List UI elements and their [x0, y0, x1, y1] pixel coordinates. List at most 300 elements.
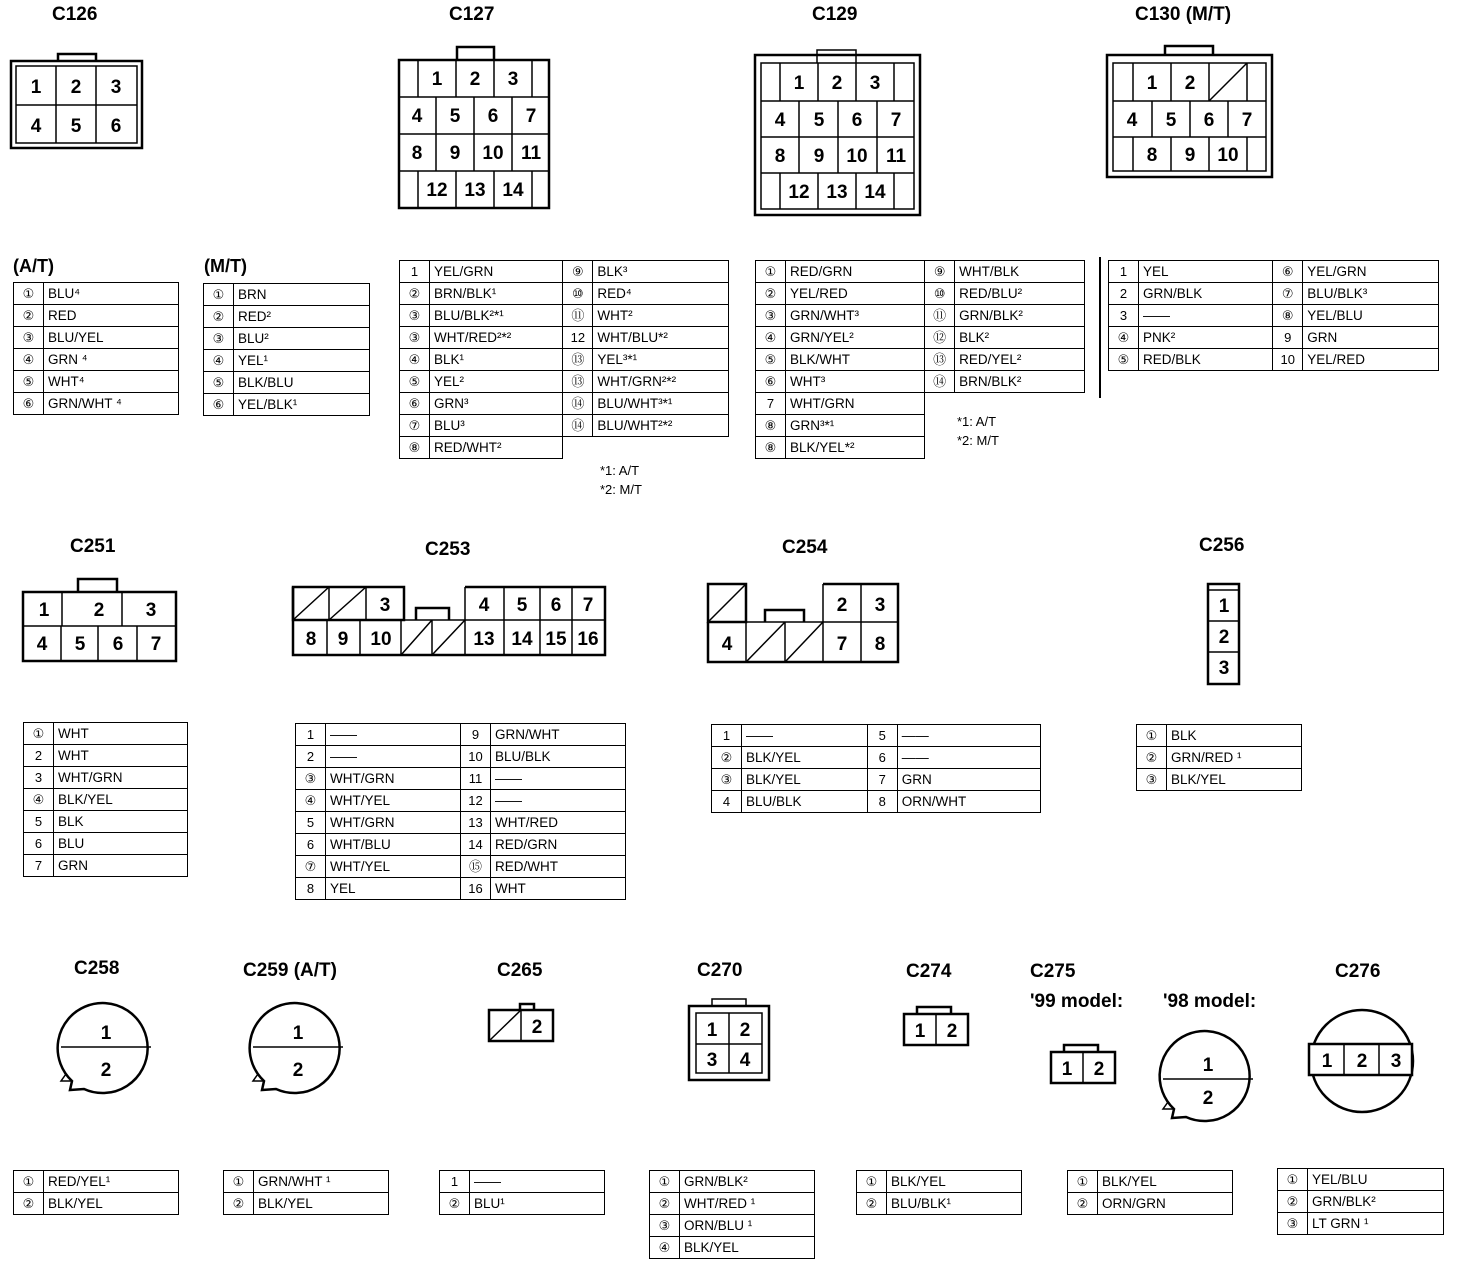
pin-number-cell: 7 [867, 769, 897, 791]
wire-color-cell: RED/BLK [1139, 349, 1273, 371]
wire-color-cell: GRN/BLK² [1308, 1191, 1444, 1213]
c270-table [649, 1170, 815, 1259]
table-row [400, 371, 729, 393]
table-row [1137, 747, 1302, 769]
c127-pin: 7 [525, 106, 537, 127]
c129-pin: 3 [869, 73, 881, 94]
pin-number-cell: ④ [650, 1237, 680, 1259]
table-row [712, 791, 1041, 813]
wire-color-cell [925, 437, 1085, 459]
c256-title: C256 [1199, 535, 1245, 556]
c127-pin: 1 [431, 69, 443, 90]
pin-number-cell: 10 [1273, 349, 1303, 371]
c126-pin: 5 [70, 116, 82, 137]
wire-color-cell: RED [44, 305, 179, 327]
wire-color-cell: BLK/YEL [680, 1237, 815, 1259]
c254-title: C254 [782, 537, 828, 558]
pin-number-cell: 3 [24, 767, 54, 789]
wire-color-cell: WHT/RED ¹ [680, 1193, 815, 1215]
table-row [296, 724, 626, 746]
pin-number-cell: 1 [440, 1171, 470, 1193]
pin-number-cell: 1 [1109, 261, 1139, 283]
c129-pin: 12 [788, 182, 810, 203]
c129-notes: *1: A/T *2: M/T [957, 414, 999, 448]
c130-title: C130 (M/T) [1135, 4, 1232, 25]
wire-color-cell: BLK¹ [430, 349, 563, 371]
pin-number-cell: ⑤ [14, 371, 44, 393]
c130-pin: 1 [1146, 73, 1158, 94]
c126-pin: 3 [110, 77, 122, 98]
c130-pin: 8 [1146, 145, 1158, 166]
c253-pin: 5 [516, 595, 528, 616]
c130-pin: 2 [1184, 73, 1196, 94]
pin-number-cell: ② [1137, 747, 1167, 769]
wire-color-cell: YEL/BLU [1308, 1169, 1444, 1191]
c126-pin: 4 [30, 116, 42, 137]
table-row [296, 812, 626, 834]
wire-color-cell: WHT/GRN [54, 767, 188, 789]
c276-table [1277, 1168, 1444, 1235]
wire-color-cell: WHT² [593, 305, 729, 327]
wire-color-cell: BLK [1167, 725, 1302, 747]
wire-color-cell: BLK [54, 811, 188, 833]
pin-number-cell: ⑬ [563, 349, 593, 371]
pin-number-cell: ⑤ [204, 372, 234, 394]
pin-number-cell: 11 [461, 768, 491, 790]
c270-pin: 2 [739, 1020, 751, 1041]
c130-pin: 9 [1184, 145, 1196, 166]
pin-number-cell: ④ [14, 349, 44, 371]
pin-number-cell: ⑭ [563, 415, 593, 437]
pin-number-cell: ⑥ [14, 393, 44, 415]
c253-pin: 6 [550, 595, 562, 616]
c129-pin: 14 [864, 182, 886, 203]
wire-color-cell: YEL/RED [786, 283, 925, 305]
pin-number-cell: ⑥ [1273, 261, 1303, 283]
c274-table [856, 1170, 1022, 1215]
pin-number-cell: ② [400, 283, 430, 305]
c256-pin: 2 [1218, 627, 1230, 648]
c130-pin: 4 [1126, 110, 1138, 131]
table-row [1068, 1171, 1233, 1193]
pin-number-cell: 5 [24, 811, 54, 833]
wire-color-cell: BLK/YEL [44, 1193, 179, 1215]
table-row [14, 1171, 179, 1193]
pin-number-cell: 6 [296, 834, 326, 856]
wire-color-cell: GRN/RED ¹ [1167, 747, 1302, 769]
pin-number-cell: ⑭ [925, 371, 955, 393]
wire-color-cell: BLK/BLU [234, 372, 370, 394]
table-row [14, 327, 179, 349]
pin-number-cell: 2 [24, 745, 54, 767]
table-row [14, 371, 179, 393]
wire-color-cell [563, 437, 729, 459]
table-row [1109, 261, 1439, 283]
wire-color-cell: GRN [897, 769, 1040, 791]
wire-color-cell: BLK³ [593, 261, 729, 283]
pin-number-cell: ③ [400, 327, 430, 349]
wire-color-cell: BLU/BLK³ [1303, 283, 1439, 305]
wire-color-cell: GRN/WHT [491, 724, 626, 746]
c275-99-label: '99 model: [1030, 991, 1124, 1012]
pin-number-cell: ④ [756, 327, 786, 349]
wire-color-cell: BLU/YEL [44, 327, 179, 349]
c276-pin: 1 [1321, 1051, 1333, 1072]
pin-number-cell: ⑭ [563, 393, 593, 415]
wire-color-cell: GRN³*¹ [786, 415, 925, 437]
c265-table [439, 1170, 605, 1215]
pin-number-cell: 2 [1109, 283, 1139, 305]
pin-number-cell: ⑦ [1273, 283, 1303, 305]
pin-number-cell: ② [1278, 1191, 1308, 1213]
c256-pin: 3 [1218, 658, 1230, 679]
c256-pin: 1 [1218, 596, 1230, 617]
wire-color-cell: RED⁴ [593, 283, 729, 305]
c127-pin: 5 [449, 106, 461, 127]
pin-number-cell: ② [204, 306, 234, 328]
c126-title: C126 [52, 4, 98, 25]
table-row [24, 811, 188, 833]
pin-number-cell: ③ [1278, 1213, 1308, 1235]
wire-color-cell: GRN/WHT ⁴ [44, 393, 179, 415]
pin-number-cell: ③ [204, 328, 234, 350]
c129-pin: 10 [846, 146, 868, 167]
pin-number-cell: ① [14, 283, 44, 305]
c130-pin: 6 [1203, 110, 1215, 131]
pin-number-cell: ⑪ [563, 305, 593, 327]
wire-color-cell: BLU/WHT³*¹ [593, 393, 729, 415]
table-row [650, 1237, 815, 1259]
table-row [24, 723, 188, 745]
table-row [1109, 283, 1439, 305]
c126-at-table [13, 282, 179, 415]
c129-pin: 11 [885, 146, 907, 167]
pin-number-cell: ② [14, 305, 44, 327]
pin-number-cell: 8 [296, 878, 326, 900]
wire-color-cell: WHT/YEL [326, 856, 461, 878]
c254-pin: 2 [836, 595, 848, 616]
pin-number-cell: ⑤ [400, 371, 430, 393]
wire-color-cell [925, 393, 1085, 415]
wire-color-cell: BRN [234, 284, 370, 306]
c270-pin: 4 [739, 1050, 751, 1071]
pin-number-cell: ⑥ [204, 394, 234, 416]
wire-color-cell: ORN/GRN [1098, 1193, 1233, 1215]
c126-mt-table [203, 283, 370, 416]
pin-number-cell: ⑤ [1109, 349, 1139, 371]
table-row [24, 855, 188, 877]
pin-number-cell: ⑨ [563, 261, 593, 283]
wire-color-cell: WHT/GRN [786, 393, 925, 415]
pin-number-cell: 3 [1109, 305, 1139, 327]
pin-number-cell: ④ [400, 349, 430, 371]
wire-color-cell: —— [897, 725, 1040, 747]
wire-color-cell: —— [470, 1171, 605, 1193]
c259-pin: 1 [292, 1023, 304, 1044]
table-row [204, 306, 370, 328]
wire-color-cell: GRN/YEL² [786, 327, 925, 349]
c130-pin: 7 [1241, 110, 1253, 131]
c270-title: C270 [697, 960, 743, 981]
c251-pin: 6 [112, 634, 124, 655]
c275-98-label: '98 model: [1163, 991, 1257, 1012]
wire-color-cell: RED/YEL¹ [44, 1171, 179, 1193]
table-row [204, 372, 370, 394]
c274-pin: 2 [946, 1021, 958, 1042]
pin-number-cell: ⑫ [925, 327, 955, 349]
c127-pin: 6 [487, 106, 499, 127]
table-row [400, 283, 729, 305]
pin-number-cell: 16 [461, 878, 491, 900]
c258-pin: 2 [100, 1060, 112, 1081]
pin-number-cell: ⑦ [296, 856, 326, 878]
c253-pin: 16 [577, 629, 599, 650]
c253-table [295, 723, 626, 900]
wire-color-cell: GRN [1303, 327, 1439, 349]
pin-number-cell: 7 [756, 393, 786, 415]
wire-color-cell: WHT³ [786, 371, 925, 393]
wire-color-cell: —— [491, 768, 626, 790]
table-row [650, 1193, 815, 1215]
table-row [1068, 1193, 1233, 1215]
pin-number-cell: 12 [461, 790, 491, 812]
pin-number-cell: ⑩ [563, 283, 593, 305]
wire-color-cell: YEL/GRN [1303, 261, 1439, 283]
table-row [24, 745, 188, 767]
wire-color-cell: BLK/YEL [742, 747, 868, 769]
table-row [14, 1193, 179, 1215]
wire-color-cell: BLK/YEL [887, 1171, 1022, 1193]
table-row [24, 767, 188, 789]
pin-number-cell: ③ [14, 327, 44, 349]
c127-pin: 12 [426, 180, 448, 201]
pin-number-cell: ① [1137, 725, 1167, 747]
pin-number-cell: ③ [1137, 769, 1167, 791]
pin-number-cell: 9 [1273, 327, 1303, 349]
c126-pin: 6 [110, 116, 122, 137]
c127-pin: 13 [464, 180, 486, 201]
table-row [756, 415, 1085, 437]
wire-color-cell: GRN/WHT ¹ [254, 1171, 389, 1193]
c254-face [708, 584, 898, 662]
c265-pin: 2 [531, 1017, 543, 1038]
pin-number-cell: ⑤ [756, 349, 786, 371]
wire-color-cell: WHT⁴ [44, 371, 179, 393]
pin-number-cell: ⑨ [925, 261, 955, 283]
wire-color-cell: WHT/GRN [326, 812, 461, 834]
table-row [14, 283, 179, 305]
wire-color-cell: GRN ⁴ [44, 349, 179, 371]
wire-color-cell: WHT/GRN²*² [593, 371, 729, 393]
wire-color-cell: BLU [54, 833, 188, 855]
c129-pin: 2 [831, 73, 843, 94]
table-row [14, 305, 179, 327]
c251-pin: 5 [74, 634, 86, 655]
c276-title: C276 [1335, 961, 1381, 982]
c275-table [1067, 1170, 1233, 1215]
table-row [650, 1171, 815, 1193]
c258-pin: 1 [100, 1023, 112, 1044]
table-row [24, 833, 188, 855]
c126-mt-label: (M/T) [204, 256, 247, 276]
c129-pin: 6 [851, 110, 863, 131]
table-row [857, 1171, 1022, 1193]
pin-number-cell: 5 [867, 725, 897, 747]
c129-pin: 7 [890, 110, 902, 131]
wire-color-cell: BLU/BLK [491, 746, 626, 768]
table-row [296, 746, 626, 768]
c254-pin: 8 [874, 634, 886, 655]
pin-number-cell: ② [224, 1193, 254, 1215]
c253-pin: 15 [545, 629, 567, 650]
pin-number-cell: ④ [1109, 327, 1139, 349]
wire-color-cell: YEL¹ [234, 350, 370, 372]
c127-table [399, 260, 729, 459]
c259-title: C259 (A/T) [243, 960, 337, 981]
c254-pin: 7 [836, 634, 848, 655]
pin-number-cell: ⑪ [925, 305, 955, 327]
c265-face [489, 1004, 553, 1041]
c253-pin: 3 [379, 595, 391, 616]
table-row [400, 327, 729, 349]
wire-color-cell: PNK² [1139, 327, 1273, 349]
c254-pin: 3 [874, 595, 886, 616]
table-row [756, 261, 1085, 283]
c127-pin: 14 [502, 180, 524, 201]
c253-pin: 4 [478, 595, 490, 616]
table-row [296, 790, 626, 812]
pin-number-cell: ③ [400, 305, 430, 327]
c129-pin: 5 [813, 110, 825, 131]
c251-table [23, 722, 188, 877]
pin-number-cell: ⑮ [461, 856, 491, 878]
c256-table [1136, 724, 1302, 791]
c251-pin: 4 [36, 634, 48, 655]
wire-color-cell: YEL [326, 878, 461, 900]
wire-color-cell: YEL/BLK¹ [234, 394, 370, 416]
c276-pin: 2 [1356, 1051, 1368, 1072]
wire-color-cell: —— [1139, 305, 1273, 327]
pin-number-cell: 10 [461, 746, 491, 768]
pin-number-cell: ② [1068, 1193, 1098, 1215]
c274-face [904, 1007, 968, 1045]
c253-pin: 7 [582, 595, 594, 616]
c129-pin: 4 [774, 110, 786, 131]
pin-number-cell: ⑧ [756, 437, 786, 459]
wire-color-cell: BRN/BLK² [955, 371, 1085, 393]
table-row [1278, 1213, 1444, 1235]
c253-title: C253 [425, 539, 471, 560]
pin-number-cell: ② [650, 1193, 680, 1215]
c275-98-pin: 1 [1202, 1055, 1214, 1076]
wire-color-cell: BLK/WHT [786, 349, 925, 371]
table-row [1109, 349, 1439, 371]
c275-title: C275 [1030, 961, 1076, 982]
wire-color-cell: YEL² [430, 371, 563, 393]
c126-pin: 1 [30, 77, 42, 98]
c253-pin: 9 [337, 629, 349, 650]
pin-number-cell: ③ [712, 769, 742, 791]
wire-color-cell: GRN³ [430, 393, 563, 415]
table-row [756, 371, 1085, 393]
pin-number-cell: 7 [24, 855, 54, 877]
c270-pin: 3 [706, 1050, 718, 1071]
wire-color-cell: WHT/YEL [326, 790, 461, 812]
wire-color-cell: —— [742, 725, 868, 747]
pin-number-cell: ① [14, 1171, 44, 1193]
pin-number-cell: 1 [296, 724, 326, 746]
table-row [1109, 305, 1439, 327]
wire-color-cell: —— [491, 790, 626, 812]
table-row [204, 350, 370, 372]
c129-table [755, 260, 1085, 459]
c251-pin: 7 [150, 634, 162, 655]
c276-pin: 3 [1390, 1051, 1402, 1072]
c251-title: C251 [70, 536, 116, 557]
c254-pin: 4 [721, 634, 733, 655]
wire-color-cell: WHT [54, 745, 188, 767]
table-row [296, 856, 626, 878]
wire-color-cell: YEL³*¹ [593, 349, 729, 371]
c129-title: C129 [812, 4, 858, 25]
pin-number-cell: ① [756, 261, 786, 283]
table-row [650, 1215, 815, 1237]
c270-pin: 1 [706, 1020, 718, 1041]
c127-pin: 4 [411, 106, 423, 127]
table-row [712, 769, 1041, 791]
c127-pin: 2 [469, 69, 481, 90]
wire-color-cell: BLK/YEL [54, 789, 188, 811]
wire-color-cell: BLU/BLK²*¹ [430, 305, 563, 327]
table-row [712, 725, 1041, 747]
pin-number-cell: ③ [650, 1215, 680, 1237]
wire-color-cell: BLU/BLK¹ [887, 1193, 1022, 1215]
c129-pin: 9 [813, 146, 825, 167]
c258-table [13, 1170, 179, 1215]
table-row [14, 393, 179, 415]
pin-number-cell: ④ [204, 350, 234, 372]
c275-98-pin: 2 [1202, 1088, 1214, 1109]
table-row [224, 1171, 389, 1193]
c259-table [223, 1170, 389, 1215]
c126-at-label: (A/T) [13, 256, 54, 276]
table-row [756, 437, 1085, 459]
c274-title: C274 [906, 961, 952, 982]
table-row [224, 1193, 389, 1215]
pin-number-cell: ① [224, 1171, 254, 1193]
c265-title: C265 [497, 960, 543, 981]
table-row [440, 1193, 605, 1215]
wire-color-cell: RED/GRN [491, 834, 626, 856]
c253-pin: 10 [370, 629, 392, 650]
c275-99-pin: 2 [1093, 1059, 1105, 1080]
c251-pin: 1 [38, 600, 50, 621]
pin-number-cell: ⑩ [925, 283, 955, 305]
pin-number-cell: 1 [400, 261, 430, 283]
wire-color-cell: GRN [54, 855, 188, 877]
c130-table [1108, 260, 1439, 371]
wire-color-cell: BLK/YEL [742, 769, 868, 791]
wire-color-cell: BLU³ [430, 415, 563, 437]
pin-number-cell: 6 [24, 833, 54, 855]
table-row [440, 1171, 605, 1193]
c127-title: C127 [449, 4, 495, 25]
table-row [296, 768, 626, 790]
wire-color-cell: YEL [1139, 261, 1273, 283]
table-row [400, 305, 729, 327]
wire-color-cell: ORN/BLU ¹ [680, 1215, 815, 1237]
wire-color-cell: —— [897, 747, 1040, 769]
